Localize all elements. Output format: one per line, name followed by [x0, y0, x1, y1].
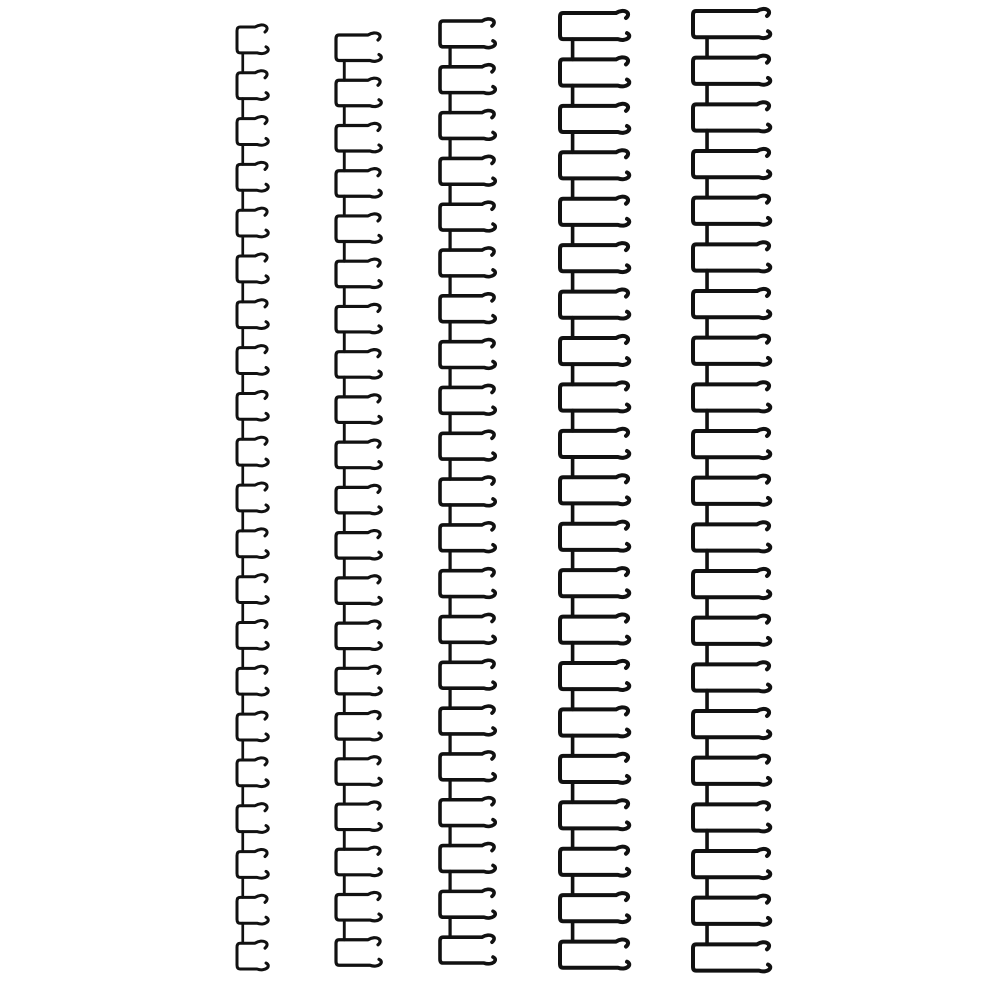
wire-loop	[560, 150, 629, 179]
wire-loop	[237, 25, 268, 54]
wire-loop	[693, 662, 770, 691]
wire-loop	[560, 104, 629, 133]
wire-loop	[440, 111, 495, 140]
wire-loop	[560, 568, 629, 597]
wire-loop	[560, 382, 629, 411]
wire-loop	[336, 78, 381, 106]
wire-loop	[560, 754, 629, 783]
wire-loop	[560, 615, 629, 644]
wire-loop	[237, 483, 268, 512]
wire-loop	[693, 149, 770, 178]
wire-loop	[336, 576, 381, 604]
wire-loop	[336, 440, 381, 468]
wire-loop	[336, 847, 381, 875]
wire-loop	[237, 71, 268, 100]
wire-loop	[440, 523, 495, 552]
wire-loop	[560, 475, 629, 504]
binding-wire-4	[560, 11, 629, 969]
wire-loop	[560, 243, 629, 272]
wire-loop	[440, 706, 495, 735]
wire-loop	[336, 802, 381, 830]
wire-loop	[336, 169, 381, 197]
wire-loop	[560, 290, 629, 319]
wire-loop	[440, 798, 495, 827]
wire-loop	[693, 942, 770, 971]
wire-loop	[560, 336, 629, 365]
wire-loop	[693, 476, 770, 505]
wire-loop	[560, 197, 629, 226]
wire-loop	[560, 11, 629, 40]
wire-loop	[237, 391, 268, 420]
wire-loop	[693, 616, 770, 645]
wire-loop	[336, 938, 381, 966]
wire-loop	[440, 569, 495, 598]
wire-loop	[237, 208, 268, 237]
binding-wire-5	[693, 9, 770, 971]
wire-loop	[693, 849, 770, 878]
wire-loop	[336, 712, 381, 740]
wire-loop	[237, 758, 268, 787]
wire-loop	[560, 707, 629, 736]
wire-loop	[440, 294, 495, 323]
wire-loop	[560, 893, 629, 922]
wire-loop	[440, 844, 495, 873]
wire-loop	[336, 666, 381, 694]
wire-loop	[560, 940, 629, 969]
binding-wire-1	[237, 25, 268, 970]
wire-loop	[336, 123, 381, 151]
wire-loop	[336, 485, 381, 513]
wire-loop	[237, 804, 268, 833]
wire-loop	[560, 429, 629, 458]
wire-loop	[440, 248, 495, 277]
wire-loop	[560, 847, 629, 876]
wire-loop	[440, 752, 495, 781]
wire-loop	[336, 350, 381, 378]
wire-loop	[237, 300, 268, 329]
wire-loop	[237, 162, 268, 191]
wire-loop	[237, 254, 268, 283]
wire-loop	[336, 259, 381, 287]
wire-loop	[693, 102, 770, 131]
wire-loop	[693, 522, 770, 551]
wire-loop	[336, 757, 381, 785]
wire-loop	[336, 892, 381, 920]
wire-loop	[693, 289, 770, 318]
wire-loop	[237, 575, 268, 604]
wire-loop	[693, 802, 770, 831]
wire-loop	[693, 9, 770, 38]
wire-loop	[336, 214, 381, 242]
wire-loop	[237, 346, 268, 375]
wire-loop	[440, 889, 495, 918]
wire-loop	[440, 385, 495, 414]
wire-loop	[693, 196, 770, 225]
wire-loop	[440, 156, 495, 185]
wire-loop	[237, 666, 268, 695]
wire-loop	[693, 709, 770, 738]
wire-loop	[440, 340, 495, 369]
wire-loop	[440, 614, 495, 643]
wire-loop	[336, 304, 381, 332]
wire-loop	[237, 941, 268, 970]
wire-loop	[237, 529, 268, 558]
wire-loop	[237, 620, 268, 649]
wire-loop	[560, 661, 629, 690]
wire-loop	[237, 712, 268, 741]
wire-loop	[336, 33, 381, 61]
wire-loop	[336, 395, 381, 423]
wire-loop	[693, 336, 770, 365]
wire-loop	[336, 621, 381, 649]
wire-loop	[560, 57, 629, 86]
wire-loop	[693, 569, 770, 598]
wire-loop	[237, 895, 268, 924]
wire-loop	[440, 202, 495, 231]
wire-loop	[693, 756, 770, 785]
binding-wire-3	[440, 19, 495, 964]
wire-loop	[693, 429, 770, 458]
wire-loop	[440, 477, 495, 506]
wire-loop	[693, 56, 770, 85]
wire-loop	[237, 437, 268, 466]
wire-loop	[237, 117, 268, 146]
wire-loop	[440, 19, 495, 48]
wire-loop	[440, 660, 495, 689]
wire-loop	[560, 522, 629, 551]
wire-loop	[237, 850, 268, 879]
wire-loop	[693, 242, 770, 271]
wire-loop	[336, 531, 381, 559]
wire-loop	[440, 431, 495, 460]
wire-loop	[560, 800, 629, 829]
wire-loop	[693, 382, 770, 411]
wire-loop	[440, 935, 495, 964]
binding-wire-2	[336, 33, 381, 966]
wire-loop	[693, 896, 770, 925]
wire-loop	[440, 65, 495, 94]
